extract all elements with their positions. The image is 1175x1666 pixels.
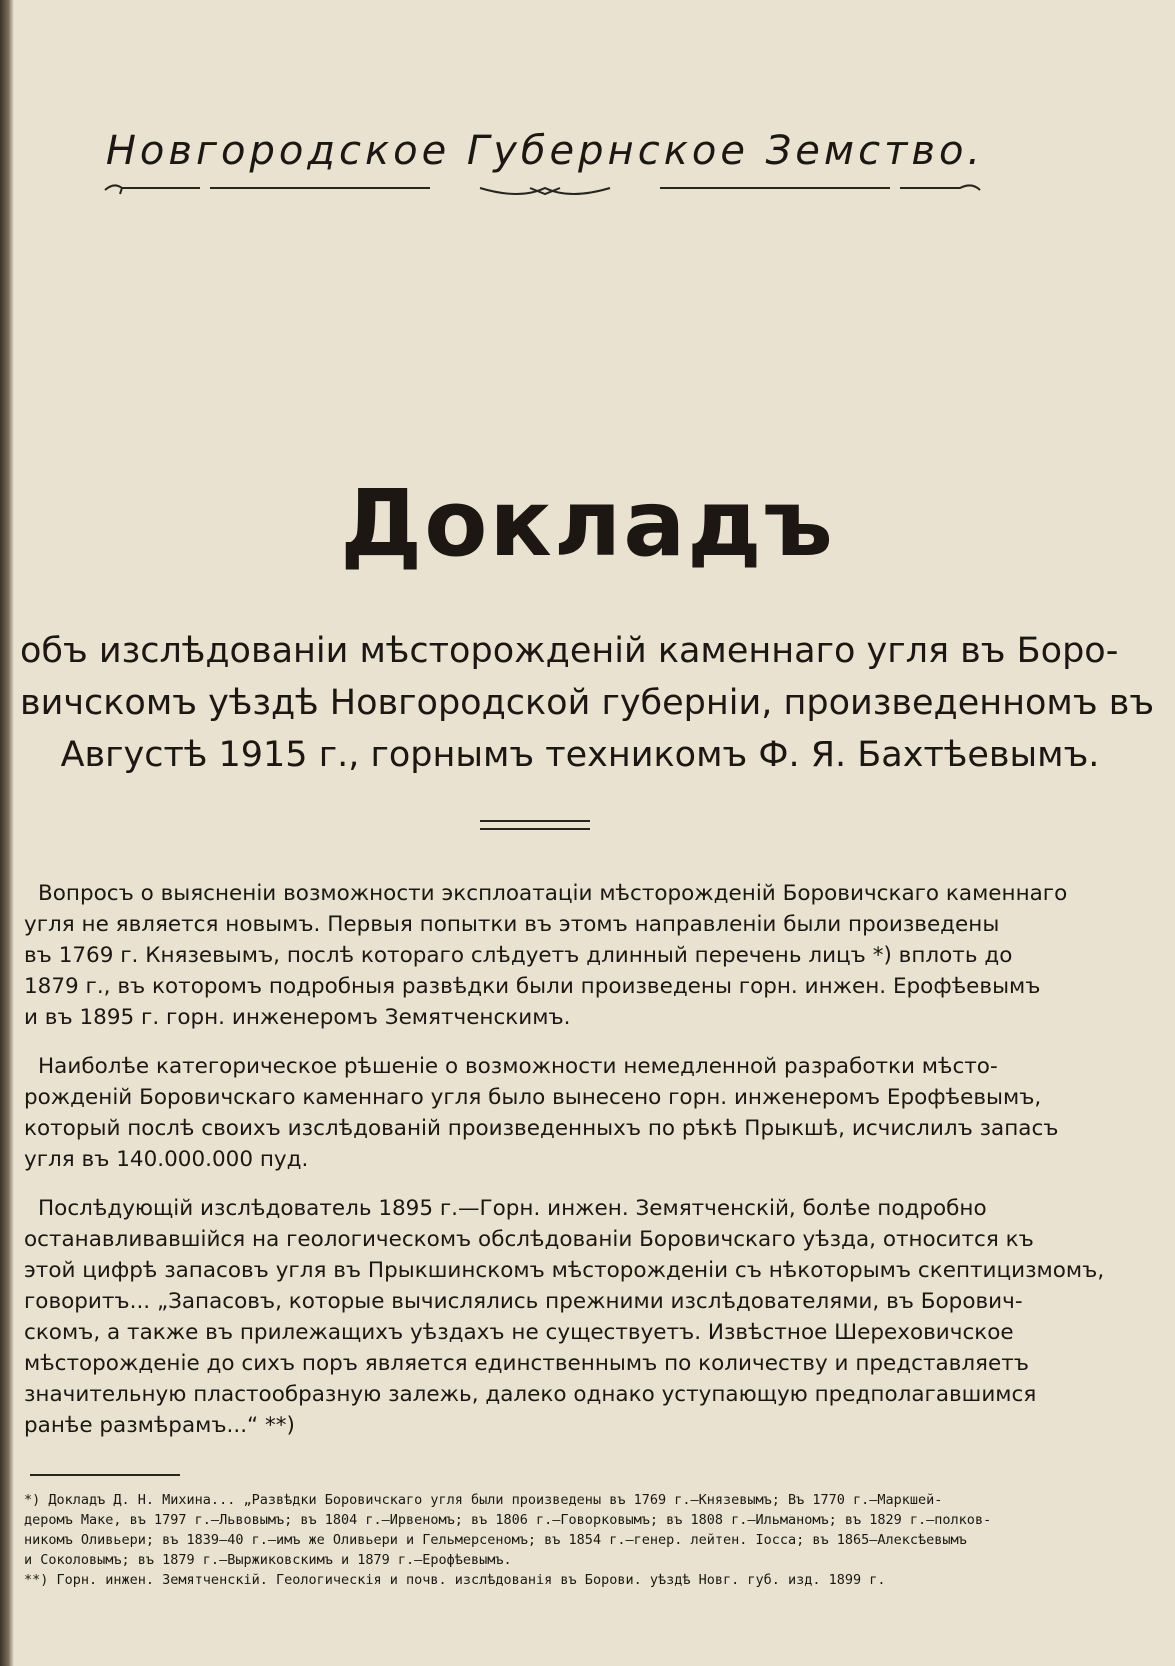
text-line: этой цифрѣ запасовъ угля въ Прыкшинскомъ мѣсторожденiи съ нѣкоторымъ скептицизмомъ, — [24, 1258, 1105, 1283]
footnote-line: деромъ Маке, въ 1797 г.—Львовымъ; въ 1804 г.—Ирвеномъ; въ 1806 г.—Говорковымъ; въ 1808 г.—Ильманомъ; въ 1829 г.—полков- — [24, 1512, 992, 1528]
text-line: Наиболѣе категорическое рѣшенiе о возможности немедленной разработки мѣсто- — [38, 1054, 998, 1079]
text-line: угля не является новымъ. Первыя попытки въ этомъ направленiи были произведены — [24, 912, 1000, 937]
text-line: значительную пластообразную залежь, далеко однако уступающую предполагавшимся — [24, 1382, 1037, 1407]
document-title: Докладъ — [340, 470, 835, 577]
text-line: который послѣ своихъ изслѣдованiй произведенныхъ по рѣкѣ Прыкшѣ, исчислилъ запасъ — [24, 1116, 1059, 1141]
page-header — [100, 128, 990, 200]
subtitle-line: Августѣ 1915 г., горнымъ техникомъ Ф. Я. Бахтѣевымъ. — [60, 735, 1100, 775]
header-ornament — [100, 178, 990, 200]
text-line: мѣсторожденiе до сихъ поръ является единственнымъ по количеству и представляетъ — [24, 1351, 1029, 1376]
footnotes — [24, 1490, 1094, 1590]
subtitle-line: вичскомъ уѣздѣ Новгородской губернiи, произведенномъ въ — [20, 683, 1155, 723]
text-line: и въ 1895 г. горн. инженеромъ Земятченскимъ. — [24, 1005, 571, 1030]
footnote-line: и Соколовымъ; въ 1879 г.—Выржиковскимъ и 1879 г.—Ерофѣевымъ. — [24, 1552, 512, 1568]
paragraph — [24, 1193, 1105, 1441]
text-line: угля въ 140.000.000 пуд. — [24, 1147, 309, 1172]
text-line: 1879 г., въ которомъ подробныя развѣдки были произведены горн. инжен. Ерофѣевымъ — [24, 974, 1041, 999]
document-subtitle — [20, 625, 1155, 781]
text-line: останавливавшiйся на геологическомъ обслѣдованiи Боровичскаго уѣзда, относится къ — [24, 1227, 1034, 1252]
paragraph — [24, 1051, 1094, 1175]
text-line: ранѣе размѣрамъ...“ **) — [24, 1413, 295, 1438]
paragraph — [24, 878, 1094, 1033]
text-line: въ 1769 г. Князевымъ, послѣ котораго слѣдуетъ длинный перечень лицъ *) вплоть до — [24, 943, 1013, 968]
footnote-separator — [30, 1474, 180, 1476]
text-line: говоритъ... „Запасовъ, которые вычислялись прежними изслѣдователями, въ Борович- — [24, 1289, 1023, 1314]
subtitle-line: объ изслѣдованiи мѣсторожденiй каменнаго угля въ Боро- — [20, 631, 1119, 671]
section-divider — [480, 820, 590, 830]
footnote-line: никомъ Оливьери; въ 1839—40 г.—имъ же Оливьери и Гельмерсеномъ; въ 1854 г.—генер. лейтен. Iосса; въ 1865—Алексѣевымъ — [24, 1532, 967, 1548]
text-line: Послѣдующiй изслѣдователь 1895 г.—Горн. инжен. Земятченскiй, болѣе подробно — [38, 1196, 987, 1221]
footnote-line: *) Докладъ Д. Н. Михина... „Развѣдки Боровичскаго угля были произведены въ 1769 г.—Князевымъ; Въ 1770 г.—Маркшей- — [24, 1492, 943, 1508]
document-body — [24, 878, 1105, 1459]
text-line: Вопросъ о выясненiи возможности эксплоатацiи мѣсторожденiй Боровичскаго каменнаго — [38, 881, 1068, 906]
text-line: скомъ, а также въ прилежащихъ уѣздахъ не существуетъ. Извѣстное Шереховичское — [24, 1320, 1014, 1345]
header-title: Новгородское Губернское Земство. — [105, 128, 985, 174]
footnote-line: **) Горн. инжен. Земятченскiй. Геологическiя и почв. изслѣдованiя въ Борови. уѣздѣ Новг. губ. изд. 1899 г. — [24, 1572, 886, 1588]
text-line: рожденiй Боровичскаго каменнаго угля было вынесено горн. инженеромъ Ерофѣевымъ, — [24, 1085, 1042, 1110]
